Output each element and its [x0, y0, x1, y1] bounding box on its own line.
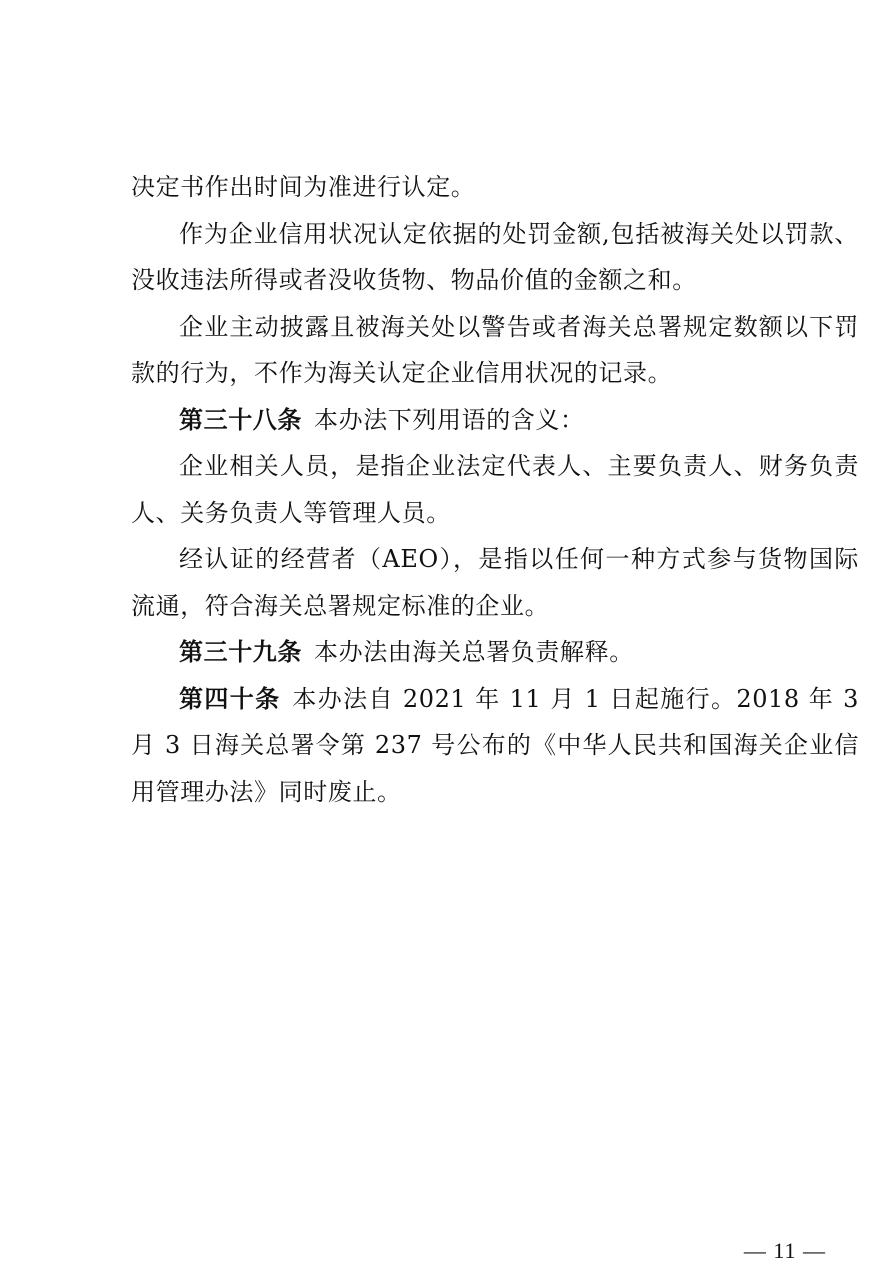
article-text: 本办法由海关总署负责解释。 [314, 638, 634, 666]
paragraph-2 [131, 211, 859, 304]
paragraph-text: 企业相关人员，是指企业法定代表人、主要负责人、财务负责人、关务负责人等管理人员。 [131, 452, 859, 527]
paragraph-text: 企业主动披露且被海关处以警告或者海关总署规定数额以下罚款的行为，不作为海关认定企业信用状况的记录。 [131, 312, 859, 387]
article-label: 第三十八条 [179, 404, 302, 434]
article-label: 第三十九条 [179, 637, 302, 666]
paragraph-text: 作为企业信用状况认定依据的处罚金额,包括被海关处以罚款、没收违法所得或者没收货物、物品价值的金额之和。 [131, 219, 859, 294]
paragraph-text: 经认证的经营者（AEO），是指以任何一种方式参与货物国际流通，符合海关总署规定标准的企业。 [131, 545, 859, 620]
article-text: 本办法自 2021 年 11 月 1 日起施行。2018 年 3 月 3 日海关总署令第 237 号公布的《中华人民共和国海关企业信用管理办法》同时废止。 [131, 684, 859, 806]
paragraph-text: 决定书作出时间为准进行认定。 [131, 173, 476, 201]
page-number: — 11 — [743, 1238, 826, 1263]
article-38 [131, 397, 859, 444]
article-label: 第四十条 [179, 683, 281, 713]
document-body [131, 164, 859, 815]
paragraph-3 [131, 304, 859, 397]
paragraph-6 [131, 536, 859, 629]
article-text: 本办法下列用语的含义： [314, 405, 585, 434]
paragraph-1 [131, 164, 859, 211]
article-39 [131, 629, 859, 676]
paragraph-5 [131, 443, 859, 536]
article-40 [131, 676, 859, 816]
